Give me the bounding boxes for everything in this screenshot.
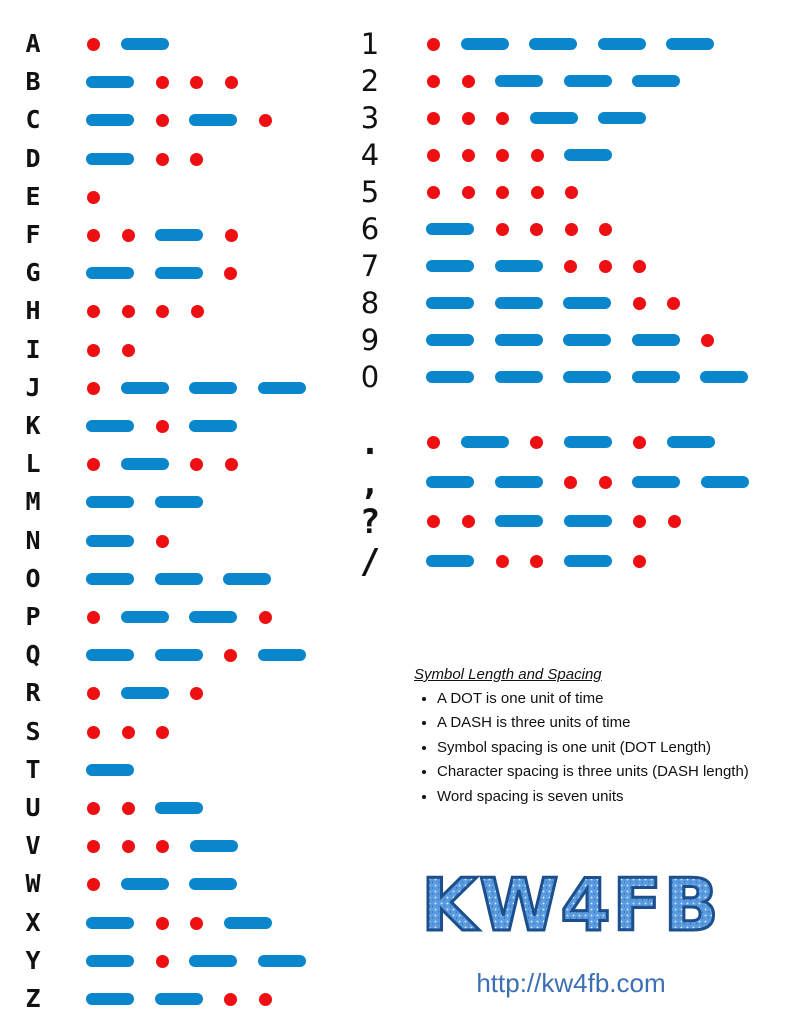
dash-symbol bbox=[258, 649, 306, 661]
letter-row-label: Q bbox=[25, 640, 41, 670]
letter-row-label: Z bbox=[25, 984, 41, 1013]
digit-row-label: 4 bbox=[360, 138, 380, 173]
digit-row-9 bbox=[355, 323, 755, 358]
dash-symbol bbox=[564, 75, 612, 87]
digit-row-label: 0 bbox=[360, 360, 380, 395]
dot-symbol bbox=[530, 436, 543, 449]
dash-symbol bbox=[189, 611, 237, 623]
letter-row-label: L bbox=[25, 449, 41, 479]
dash-symbol bbox=[258, 382, 306, 394]
dash-symbol bbox=[155, 649, 203, 661]
punctuation-row-label: , bbox=[359, 462, 381, 503]
digit-row-4 bbox=[355, 138, 755, 173]
dash-symbol bbox=[495, 371, 543, 383]
dash-symbol bbox=[632, 371, 680, 383]
logo-graphic bbox=[421, 863, 721, 947]
dash-symbol bbox=[563, 371, 611, 383]
dot-symbol bbox=[87, 840, 100, 853]
letter-row-R bbox=[18, 678, 418, 708]
dash-symbol bbox=[426, 476, 474, 488]
dash-symbol bbox=[86, 573, 134, 585]
letter-row-label: B bbox=[25, 67, 41, 97]
letter-row-label: R bbox=[25, 678, 41, 708]
letter-row-label: C bbox=[25, 105, 41, 135]
dot-symbol bbox=[633, 515, 646, 528]
letter-row-label: O bbox=[25, 563, 41, 593]
dash-symbol bbox=[190, 840, 238, 852]
dot-symbol bbox=[224, 267, 237, 280]
letter-row-label: A bbox=[25, 29, 41, 58]
dot-symbol bbox=[564, 476, 577, 489]
dash-symbol bbox=[632, 75, 680, 87]
dot-symbol bbox=[224, 649, 237, 662]
dot-symbol bbox=[496, 223, 509, 236]
dot-symbol bbox=[87, 229, 100, 242]
dash-symbol bbox=[86, 420, 134, 432]
dot-symbol bbox=[87, 344, 100, 357]
dot-symbol bbox=[462, 515, 475, 528]
dot-symbol bbox=[225, 229, 238, 242]
dot-symbol bbox=[156, 917, 169, 930]
dash-symbol bbox=[86, 993, 134, 1005]
dash-symbol bbox=[598, 112, 646, 124]
dash-symbol bbox=[667, 436, 715, 448]
digit-row-8 bbox=[355, 286, 755, 321]
dash-symbol bbox=[86, 153, 134, 165]
letter-row-label: G bbox=[25, 258, 41, 288]
dash-symbol bbox=[666, 38, 714, 50]
dot-symbol bbox=[565, 186, 578, 199]
dot-symbol bbox=[462, 186, 475, 199]
dot-symbol bbox=[462, 112, 475, 125]
kw4fb-logo bbox=[421, 863, 721, 947]
dash-symbol bbox=[632, 334, 680, 346]
digit-row-label: 5 bbox=[360, 175, 380, 210]
dot-symbol bbox=[427, 75, 440, 88]
website-url[interactable]: http://kw4fb.com bbox=[476, 968, 666, 998]
digit-row-5 bbox=[355, 175, 755, 210]
letter-row-label: T bbox=[25, 754, 41, 784]
punctuation-row-? bbox=[355, 502, 755, 543]
punctuation-row-/ bbox=[355, 541, 755, 582]
dash-symbol bbox=[530, 112, 578, 124]
logo-text: KW4FB bbox=[421, 863, 721, 947]
dot-symbol bbox=[564, 260, 577, 273]
dot-symbol bbox=[531, 186, 544, 199]
dot-symbol bbox=[701, 334, 714, 347]
dot-symbol bbox=[87, 611, 100, 624]
dot-symbol bbox=[462, 149, 475, 162]
dot-symbol bbox=[156, 726, 169, 739]
dot-symbol bbox=[496, 555, 509, 568]
dot-symbol bbox=[156, 535, 169, 548]
dash-symbol bbox=[563, 297, 611, 309]
dot-symbol bbox=[259, 611, 272, 624]
dot-symbol bbox=[259, 993, 272, 1006]
dot-symbol bbox=[122, 802, 135, 815]
dash-symbol bbox=[121, 878, 169, 890]
dot-symbol bbox=[565, 223, 578, 236]
dot-symbol bbox=[530, 555, 543, 568]
dot-symbol bbox=[156, 305, 169, 318]
dash-symbol bbox=[155, 573, 203, 585]
letter-row-W bbox=[18, 869, 418, 899]
dash-symbol bbox=[564, 149, 612, 161]
dash-symbol bbox=[155, 229, 203, 241]
dash-symbol bbox=[258, 955, 306, 967]
dot-symbol bbox=[427, 149, 440, 162]
digit-row-label: 8 bbox=[360, 286, 380, 321]
letter-row-label: Y bbox=[25, 945, 41, 975]
digit-row-3 bbox=[355, 101, 755, 136]
notes-title: Symbol Length and Spacing bbox=[414, 666, 602, 683]
digit-row-6 bbox=[355, 212, 755, 247]
dash-symbol bbox=[86, 764, 134, 776]
dot-symbol bbox=[530, 223, 543, 236]
dot-symbol bbox=[259, 114, 272, 127]
dot-symbol bbox=[87, 305, 100, 318]
dot-symbol bbox=[190, 917, 203, 930]
dash-symbol bbox=[632, 476, 680, 488]
digit-row-1 bbox=[355, 27, 755, 61]
dot-symbol bbox=[427, 112, 440, 125]
dash-symbol bbox=[155, 993, 203, 1005]
dash-symbol bbox=[495, 515, 543, 527]
digit-row-label: 9 bbox=[360, 323, 380, 358]
notes-list bbox=[414, 687, 749, 809]
letter-row-X bbox=[18, 907, 418, 937]
dot-symbol bbox=[156, 76, 169, 89]
letter-row-S bbox=[18, 716, 418, 746]
dash-symbol bbox=[86, 76, 134, 88]
dot-symbol bbox=[496, 186, 509, 199]
dash-symbol bbox=[529, 38, 577, 50]
note-item: • A DOT is one unit of time bbox=[437, 687, 749, 711]
letter-row-label: V bbox=[25, 831, 41, 861]
dot-symbol bbox=[496, 149, 509, 162]
digit-row-label: 1 bbox=[360, 27, 380, 61]
dot-symbol bbox=[122, 229, 135, 242]
letter-row-V bbox=[18, 831, 418, 861]
dash-symbol bbox=[121, 458, 169, 470]
dot-symbol bbox=[427, 38, 440, 51]
dash-symbol bbox=[155, 496, 203, 508]
dot-symbol bbox=[190, 458, 203, 471]
dash-symbol bbox=[564, 436, 612, 448]
dash-symbol bbox=[461, 436, 509, 448]
dash-symbol bbox=[189, 878, 237, 890]
dash-symbol bbox=[426, 260, 474, 272]
dot-symbol bbox=[87, 878, 100, 891]
dot-symbol bbox=[427, 515, 440, 528]
letter-row-label: W bbox=[25, 869, 41, 899]
dash-symbol bbox=[495, 260, 543, 272]
dash-symbol bbox=[461, 38, 509, 50]
letter-row-label: E bbox=[25, 181, 41, 211]
dot-symbol bbox=[599, 223, 612, 236]
dash-symbol bbox=[155, 267, 203, 279]
dash-symbol bbox=[426, 371, 474, 383]
dot-symbol bbox=[156, 955, 169, 968]
dash-symbol bbox=[121, 38, 169, 50]
letter-row-T bbox=[18, 754, 418, 784]
letter-row-Z bbox=[18, 984, 418, 1013]
dash-symbol bbox=[189, 114, 237, 126]
dash-symbol bbox=[155, 802, 203, 814]
dot-symbol bbox=[190, 76, 203, 89]
dot-symbol bbox=[156, 420, 169, 433]
dash-symbol bbox=[86, 114, 134, 126]
dot-symbol bbox=[122, 726, 135, 739]
digit-row-label: 6 bbox=[360, 212, 380, 247]
dash-symbol bbox=[86, 649, 134, 661]
dash-symbol bbox=[189, 382, 237, 394]
letter-row-label: H bbox=[25, 296, 41, 326]
digit-row-2 bbox=[355, 64, 755, 99]
dot-symbol bbox=[156, 840, 169, 853]
dash-symbol bbox=[121, 687, 169, 699]
dot-symbol bbox=[599, 260, 612, 273]
dot-symbol bbox=[633, 436, 646, 449]
dash-symbol bbox=[426, 297, 474, 309]
digit-row-label: 2 bbox=[360, 64, 380, 99]
letter-row-Q bbox=[18, 640, 418, 670]
dash-symbol bbox=[86, 535, 134, 547]
note-item: • A DASH is three units of time bbox=[437, 711, 749, 735]
dot-symbol bbox=[668, 515, 681, 528]
dash-symbol bbox=[564, 515, 612, 527]
dot-symbol bbox=[633, 297, 646, 310]
dot-symbol bbox=[462, 75, 475, 88]
dash-symbol bbox=[563, 334, 611, 346]
dot-symbol bbox=[122, 305, 135, 318]
dot-symbol bbox=[190, 153, 203, 166]
dash-symbol bbox=[189, 955, 237, 967]
letter-row-label: F bbox=[25, 220, 41, 249]
dot-symbol bbox=[191, 305, 204, 318]
letter-row-label: D bbox=[25, 143, 41, 173]
dot-symbol bbox=[427, 436, 440, 449]
dot-symbol bbox=[667, 297, 680, 310]
letter-row-U bbox=[18, 793, 418, 822]
spacing-notes bbox=[414, 666, 749, 809]
dash-symbol bbox=[224, 917, 272, 929]
letter-row-label: K bbox=[25, 411, 41, 440]
dot-symbol bbox=[122, 344, 135, 357]
dash-symbol bbox=[701, 476, 749, 488]
dash-symbol bbox=[495, 476, 543, 488]
dot-symbol bbox=[87, 38, 100, 51]
dot-symbol bbox=[633, 260, 646, 273]
dash-symbol bbox=[700, 371, 748, 383]
dash-symbol bbox=[86, 917, 134, 929]
dot-symbol bbox=[224, 993, 237, 1006]
digit-row-label: 3 bbox=[360, 101, 380, 136]
dot-symbol bbox=[225, 76, 238, 89]
dot-symbol bbox=[87, 687, 100, 700]
dash-symbol bbox=[495, 334, 543, 346]
letter-row-label: S bbox=[25, 716, 41, 746]
dash-symbol bbox=[426, 334, 474, 346]
dot-symbol bbox=[599, 476, 612, 489]
dot-symbol bbox=[190, 687, 203, 700]
dash-symbol bbox=[121, 611, 169, 623]
punctuation-row-, bbox=[355, 462, 755, 503]
dash-symbol bbox=[86, 496, 134, 508]
punctuation-row-. bbox=[355, 423, 755, 463]
letter-row-Y bbox=[18, 945, 418, 975]
dot-symbol bbox=[87, 802, 100, 815]
dash-symbol bbox=[86, 955, 134, 967]
dash-symbol bbox=[223, 573, 271, 585]
dash-symbol bbox=[86, 267, 134, 279]
note-item: • Word spacing is seven units bbox=[437, 785, 749, 809]
dash-symbol bbox=[189, 420, 237, 432]
letter-row-label: X bbox=[25, 907, 41, 937]
letter-row-label: P bbox=[25, 602, 41, 631]
letter-row-P bbox=[18, 602, 418, 631]
letter-row-label: N bbox=[25, 525, 41, 555]
dash-symbol bbox=[598, 38, 646, 50]
letter-row-label: M bbox=[25, 487, 41, 517]
punctuation-row-label: / bbox=[359, 541, 381, 582]
letter-row-label: I bbox=[25, 334, 41, 364]
dot-symbol bbox=[156, 114, 169, 127]
dash-symbol bbox=[426, 223, 474, 235]
dot-symbol bbox=[633, 555, 646, 568]
letter-row-label: J bbox=[25, 372, 41, 402]
digit-row-0 bbox=[355, 360, 755, 395]
dot-symbol bbox=[531, 149, 544, 162]
dot-symbol bbox=[122, 840, 135, 853]
dash-symbol bbox=[121, 382, 169, 394]
punctuation-row-label: ? bbox=[359, 502, 381, 543]
dash-symbol bbox=[564, 555, 612, 567]
punctuation-row-label: . bbox=[359, 423, 381, 463]
dot-symbol bbox=[156, 153, 169, 166]
dot-symbol bbox=[496, 112, 509, 125]
dot-symbol bbox=[87, 191, 100, 204]
dot-symbol bbox=[87, 726, 100, 739]
letter-row-label: U bbox=[25, 793, 41, 822]
dot-symbol bbox=[225, 458, 238, 471]
dash-symbol bbox=[426, 555, 474, 567]
dot-symbol bbox=[87, 382, 100, 395]
dot-symbol bbox=[87, 458, 100, 471]
digit-row-label: 7 bbox=[360, 249, 380, 284]
note-item: • Symbol spacing is one unit (DOT Length) bbox=[437, 736, 749, 760]
note-item: • Character spacing is three units (DASH length) bbox=[437, 760, 749, 784]
dash-symbol bbox=[495, 297, 543, 309]
dot-symbol bbox=[427, 186, 440, 199]
digit-row-7 bbox=[355, 249, 755, 284]
dash-symbol bbox=[495, 75, 543, 87]
